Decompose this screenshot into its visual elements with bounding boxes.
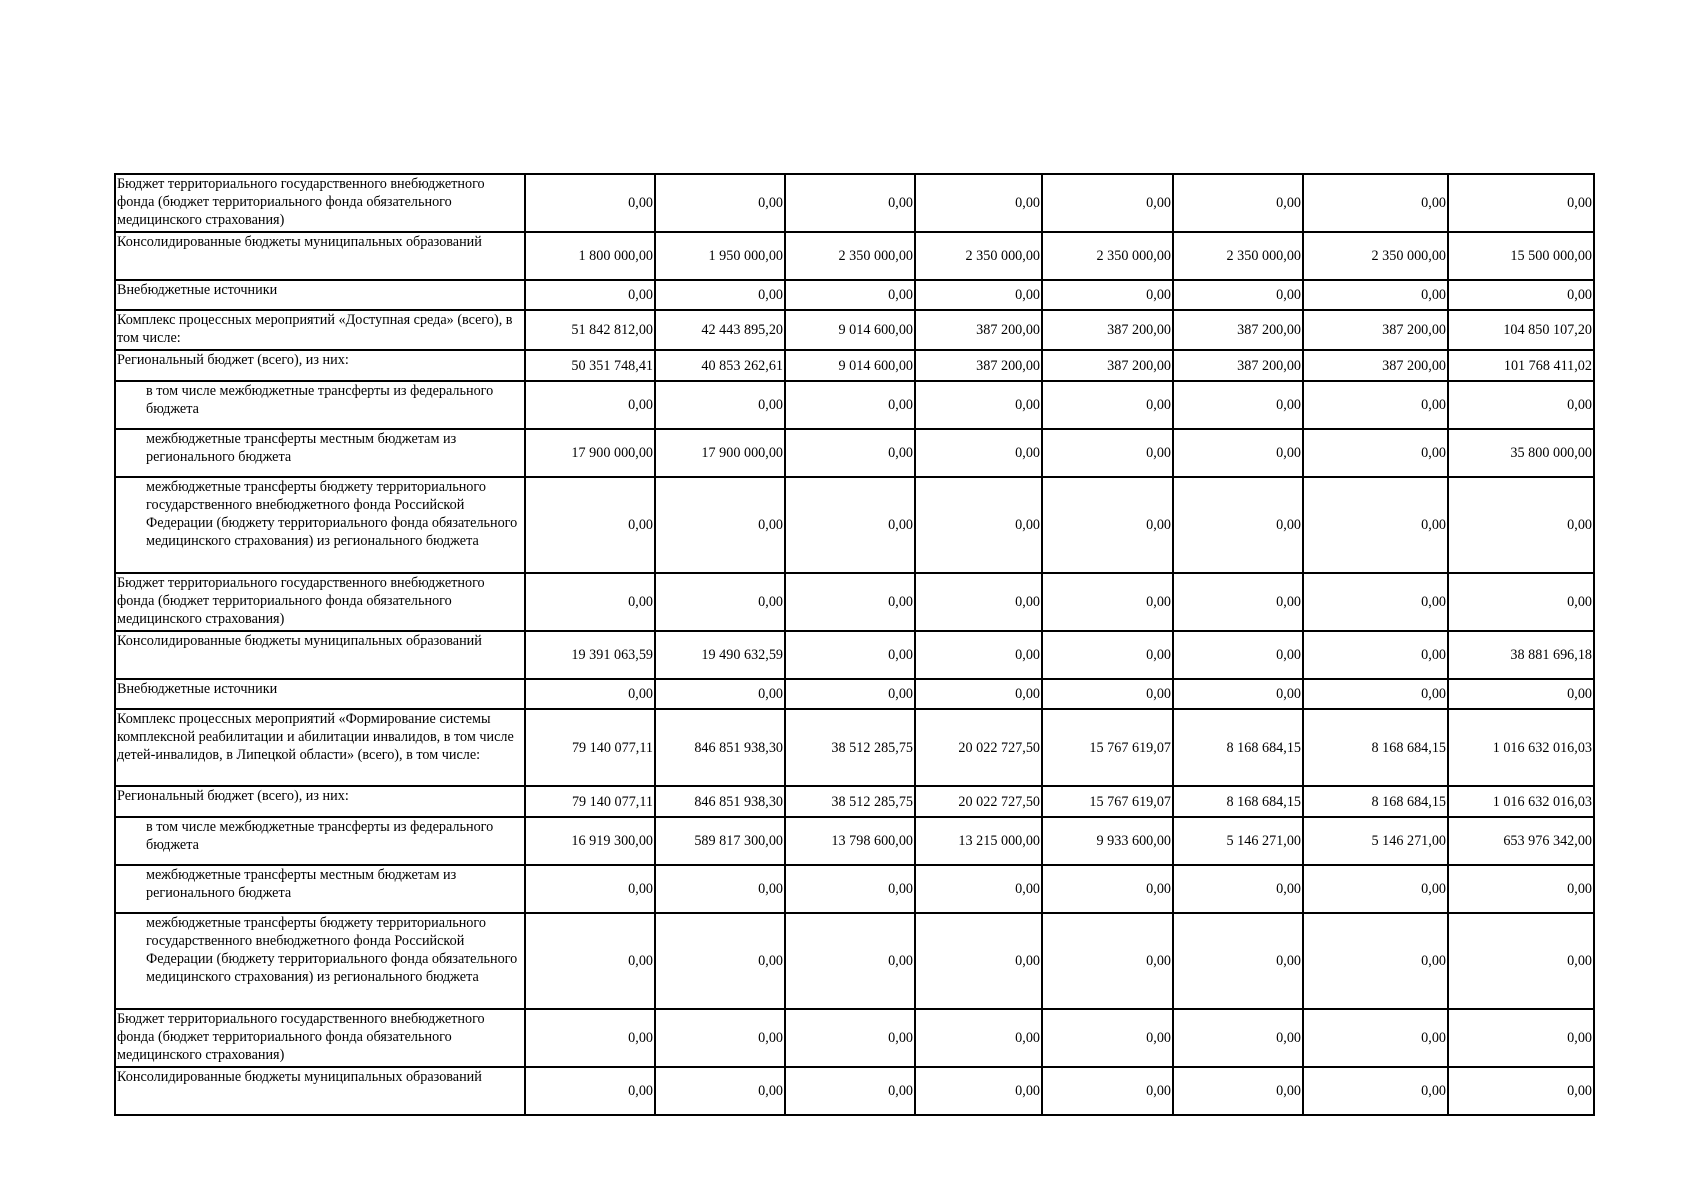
value-cell: 51 842 812,00 <box>525 310 655 350</box>
value-cell: 0,00 <box>1448 865 1594 913</box>
value-cell: 2 350 000,00 <box>1042 232 1173 280</box>
value-cell: 0,00 <box>1303 477 1448 573</box>
value-cell: 0,00 <box>915 280 1042 310</box>
value-cell: 0,00 <box>785 631 915 679</box>
value-cell: 38 512 285,75 <box>785 709 915 786</box>
value-cell: 0,00 <box>1042 573 1173 631</box>
value-cell: 8 168 684,15 <box>1173 709 1303 786</box>
table-row <box>115 679 1594 709</box>
table-row <box>115 709 1594 786</box>
value-cell: 0,00 <box>525 477 655 573</box>
value-cell: 0,00 <box>1448 280 1594 310</box>
value-cell: 0,00 <box>785 280 915 310</box>
value-cell: 0,00 <box>915 429 1042 477</box>
value-cell: 0,00 <box>1173 573 1303 631</box>
value-cell: 0,00 <box>655 865 785 913</box>
value-cell: 0,00 <box>655 573 785 631</box>
value-cell: 0,00 <box>525 573 655 631</box>
table-row <box>115 477 1594 573</box>
value-cell: 0,00 <box>915 913 1042 1009</box>
table-row <box>115 381 1594 429</box>
value-cell: 101 768 411,02 <box>1448 350 1594 381</box>
row-label: межбюджетные трансферты местным бюджетам из регионального бюджета <box>115 429 525 477</box>
row-label: Комплекс процессных мероприятий «Формирование системы комплексной реабилитации и абилитации инвалидов, в том числе детей-инвалидов, в Липецкой области» (всего), в том числе: <box>115 709 525 786</box>
value-cell: 0,00 <box>1042 679 1173 709</box>
value-cell: 0,00 <box>915 1067 1042 1115</box>
value-cell: 19 490 632,59 <box>655 631 785 679</box>
value-cell: 0,00 <box>1448 913 1594 1009</box>
value-cell: 40 853 262,61 <box>655 350 785 381</box>
row-label: Консолидированные бюджеты муниципальных образований <box>115 232 525 280</box>
value-cell: 0,00 <box>1303 1067 1448 1115</box>
value-cell: 0,00 <box>915 679 1042 709</box>
table-row <box>115 1067 1594 1115</box>
value-cell: 38 881 696,18 <box>1448 631 1594 679</box>
value-cell: 0,00 <box>1448 477 1594 573</box>
value-cell: 0,00 <box>1173 174 1303 232</box>
value-cell: 0,00 <box>1173 381 1303 429</box>
value-cell: 387 200,00 <box>1042 310 1173 350</box>
value-cell: 0,00 <box>655 280 785 310</box>
value-cell: 0,00 <box>915 631 1042 679</box>
value-cell: 846 851 938,30 <box>655 786 785 817</box>
value-cell: 0,00 <box>655 174 785 232</box>
row-label: Консолидированные бюджеты муниципальных образований <box>115 1067 525 1115</box>
table-row <box>115 174 1594 232</box>
value-cell: 0,00 <box>1042 280 1173 310</box>
value-cell: 8 168 684,15 <box>1303 786 1448 817</box>
value-cell: 0,00 <box>785 429 915 477</box>
value-cell: 17 900 000,00 <box>655 429 785 477</box>
value-cell: 0,00 <box>785 1067 915 1115</box>
value-cell: 1 016 632 016,03 <box>1448 709 1594 786</box>
value-cell: 8 168 684,15 <box>1303 709 1448 786</box>
value-cell: 2 350 000,00 <box>1303 232 1448 280</box>
value-cell: 79 140 077,11 <box>525 709 655 786</box>
table-row <box>115 631 1594 679</box>
value-cell: 15 767 619,07 <box>1042 786 1173 817</box>
row-label: Внебюджетные источники <box>115 679 525 709</box>
value-cell: 0,00 <box>1173 865 1303 913</box>
value-cell: 0,00 <box>655 913 785 1009</box>
table-row <box>115 573 1594 631</box>
table-row <box>115 786 1594 817</box>
row-label: Региональный бюджет (всего), из них: <box>115 350 525 381</box>
table-row <box>115 350 1594 381</box>
value-cell: 9 933 600,00 <box>1042 817 1173 865</box>
value-cell: 0,00 <box>1042 174 1173 232</box>
value-cell: 0,00 <box>1303 1009 1448 1067</box>
value-cell: 0,00 <box>1042 865 1173 913</box>
value-cell: 0,00 <box>915 865 1042 913</box>
value-cell: 0,00 <box>1448 174 1594 232</box>
value-cell: 0,00 <box>915 381 1042 429</box>
value-cell: 0,00 <box>785 865 915 913</box>
row-label: Бюджет территориального государственного внебюджетного фонда (бюджет территориального фонда обязательного медицинского страхования) <box>115 573 525 631</box>
value-cell: 0,00 <box>1303 174 1448 232</box>
value-cell: 0,00 <box>1303 631 1448 679</box>
value-cell: 15 767 619,07 <box>1042 709 1173 786</box>
value-cell: 0,00 <box>1042 429 1173 477</box>
value-cell: 387 200,00 <box>1042 350 1173 381</box>
value-cell: 0,00 <box>525 1067 655 1115</box>
value-cell: 387 200,00 <box>1173 350 1303 381</box>
value-cell: 0,00 <box>655 1067 785 1115</box>
value-cell: 79 140 077,11 <box>525 786 655 817</box>
table-row <box>115 429 1594 477</box>
value-cell: 13 798 600,00 <box>785 817 915 865</box>
value-cell: 20 022 727,50 <box>915 709 1042 786</box>
value-cell: 0,00 <box>1448 679 1594 709</box>
value-cell: 13 215 000,00 <box>915 817 1042 865</box>
value-cell: 0,00 <box>785 174 915 232</box>
value-cell: 0,00 <box>915 1009 1042 1067</box>
value-cell: 387 200,00 <box>1303 310 1448 350</box>
value-cell: 0,00 <box>1448 1067 1594 1115</box>
value-cell: 2 350 000,00 <box>915 232 1042 280</box>
value-cell: 0,00 <box>655 477 785 573</box>
value-cell: 0,00 <box>1303 429 1448 477</box>
row-label: Региональный бюджет (всего), из них: <box>115 786 525 817</box>
value-cell: 20 022 727,50 <box>915 786 1042 817</box>
value-cell: 50 351 748,41 <box>525 350 655 381</box>
value-cell: 0,00 <box>1042 1067 1173 1115</box>
table-row <box>115 913 1594 1009</box>
value-cell: 8 168 684,15 <box>1173 786 1303 817</box>
value-cell: 1 950 000,00 <box>655 232 785 280</box>
value-cell: 17 900 000,00 <box>525 429 655 477</box>
row-label: Консолидированные бюджеты муниципальных образований <box>115 631 525 679</box>
value-cell: 0,00 <box>1448 381 1594 429</box>
row-label: Бюджет территориального государственного внебюджетного фонда (бюджет территориального фонда обязательного медицинского страхования) <box>115 174 525 232</box>
value-cell: 104 850 107,20 <box>1448 310 1594 350</box>
budget-table <box>114 173 1595 1116</box>
value-cell: 0,00 <box>525 381 655 429</box>
value-cell: 0,00 <box>1042 477 1173 573</box>
row-label: межбюджетные трансферты местным бюджетам из регионального бюджета <box>115 865 525 913</box>
value-cell: 16 919 300,00 <box>525 817 655 865</box>
value-cell: 0,00 <box>1042 631 1173 679</box>
value-cell: 0,00 <box>525 679 655 709</box>
value-cell: 653 976 342,00 <box>1448 817 1594 865</box>
table-row <box>115 1009 1594 1067</box>
value-cell: 0,00 <box>1173 1009 1303 1067</box>
value-cell: 0,00 <box>655 1009 785 1067</box>
value-cell: 2 350 000,00 <box>1173 232 1303 280</box>
table-row <box>115 280 1594 310</box>
value-cell: 0,00 <box>655 679 785 709</box>
row-label: Внебюджетные источники <box>115 280 525 310</box>
value-cell: 0,00 <box>785 1009 915 1067</box>
value-cell: 0,00 <box>525 174 655 232</box>
value-cell: 42 443 895,20 <box>655 310 785 350</box>
value-cell: 0,00 <box>915 573 1042 631</box>
value-cell: 19 391 063,59 <box>525 631 655 679</box>
row-label: в том числе межбюджетные трансферты из федерального бюджета <box>115 817 525 865</box>
value-cell: 0,00 <box>1448 573 1594 631</box>
value-cell: 0,00 <box>785 573 915 631</box>
value-cell: 35 800 000,00 <box>1448 429 1594 477</box>
value-cell: 0,00 <box>1448 1009 1594 1067</box>
budget-table-body <box>115 174 1594 1115</box>
value-cell: 0,00 <box>1173 1067 1303 1115</box>
value-cell: 0,00 <box>915 174 1042 232</box>
value-cell: 0,00 <box>525 280 655 310</box>
value-cell: 0,00 <box>1303 573 1448 631</box>
value-cell: 0,00 <box>525 865 655 913</box>
value-cell: 0,00 <box>525 913 655 1009</box>
table-row <box>115 310 1594 350</box>
value-cell: 387 200,00 <box>1173 310 1303 350</box>
value-cell: 0,00 <box>785 381 915 429</box>
value-cell: 0,00 <box>1303 679 1448 709</box>
value-cell: 0,00 <box>1173 631 1303 679</box>
value-cell: 0,00 <box>1303 381 1448 429</box>
table-row <box>115 817 1594 865</box>
value-cell: 9 014 600,00 <box>785 310 915 350</box>
value-cell: 0,00 <box>1303 865 1448 913</box>
row-label: межбюджетные трансферты бюджету территориального государственного внебюджетного фонда Российской Федерации (бюджету территориального фонда обязательного медицинского страхования) из регионального бюджета <box>115 913 525 1009</box>
table-row <box>115 232 1594 280</box>
value-cell: 9 014 600,00 <box>785 350 915 381</box>
value-cell: 0,00 <box>785 913 915 1009</box>
value-cell: 0,00 <box>1303 280 1448 310</box>
value-cell: 0,00 <box>525 1009 655 1067</box>
table-row <box>115 865 1594 913</box>
value-cell: 0,00 <box>785 679 915 709</box>
value-cell: 846 851 938,30 <box>655 709 785 786</box>
value-cell: 0,00 <box>1173 679 1303 709</box>
value-cell: 0,00 <box>1173 429 1303 477</box>
value-cell: 589 817 300,00 <box>655 817 785 865</box>
value-cell: 387 200,00 <box>915 350 1042 381</box>
value-cell: 0,00 <box>785 477 915 573</box>
value-cell: 387 200,00 <box>1303 350 1448 381</box>
value-cell: 0,00 <box>1303 913 1448 1009</box>
row-label: Комплекс процессных мероприятий «Доступная среда» (всего), в том числе: <box>115 310 525 350</box>
value-cell: 387 200,00 <box>915 310 1042 350</box>
value-cell: 0,00 <box>1042 913 1173 1009</box>
value-cell: 1 016 632 016,03 <box>1448 786 1594 817</box>
row-label: Бюджет территориального государственного внебюджетного фонда (бюджет территориального фонда обязательного медицинского страхования) <box>115 1009 525 1067</box>
value-cell: 5 146 271,00 <box>1303 817 1448 865</box>
row-label: в том числе межбюджетные трансферты из федерального бюджета <box>115 381 525 429</box>
value-cell: 0,00 <box>1173 477 1303 573</box>
value-cell: 5 146 271,00 <box>1173 817 1303 865</box>
value-cell: 0,00 <box>1042 1009 1173 1067</box>
value-cell: 38 512 285,75 <box>785 786 915 817</box>
value-cell: 0,00 <box>915 477 1042 573</box>
value-cell: 15 500 000,00 <box>1448 232 1594 280</box>
value-cell: 1 800 000,00 <box>525 232 655 280</box>
value-cell: 2 350 000,00 <box>785 232 915 280</box>
row-label: межбюджетные трансферты бюджету территориального государственного внебюджетного фонда Российской Федерации (бюджету территориального фонда обязательного медицинского страхования) из регионального бюджета <box>115 477 525 573</box>
value-cell: 0,00 <box>1173 280 1303 310</box>
value-cell: 0,00 <box>1042 381 1173 429</box>
value-cell: 0,00 <box>1173 913 1303 1009</box>
value-cell: 0,00 <box>655 381 785 429</box>
